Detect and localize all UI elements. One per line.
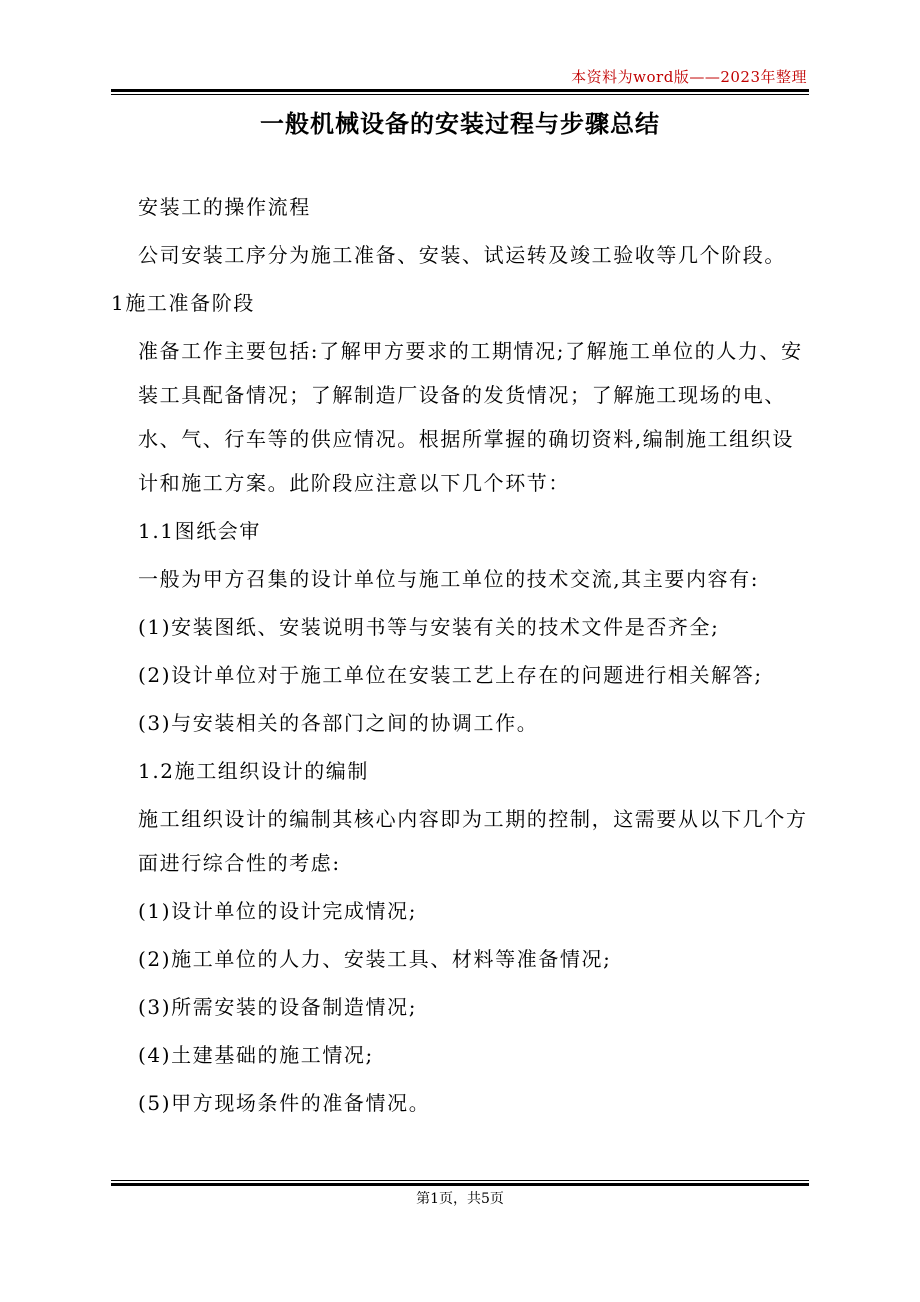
list-item: (3)所需安装的设备制造情况; [138,995,418,1019]
list-item: (5)甲方现场条件的准备情况。 [138,1091,431,1115]
section-heading-1: 1施工准备阶段 [111,291,255,315]
paragraph-intro-heading: 安装工的操作流程 [138,195,311,219]
footer-rule [111,1183,809,1186]
paragraph-stages: 公司安装工序分为施工准备、安装、试运转及竣工验收等几个阶段。 [138,243,786,267]
page-number: 第1页，共5页 [416,1191,504,1207]
list-item: (3)与安装相关的各部门之间的协调工作。 [138,711,539,735]
header-note: 本资料为word版——2023年整理 [571,68,807,86]
paragraph-drawing-review: 一般为甲方召集的设计单位与施工单位的技术交流,其主要内容有: [138,567,760,591]
paragraph-organization-design: 施工组织设计的编制其核心内容即为工期的控制，这需要从以下几个方面进行综合性的考虑: [138,807,808,875]
list-item: (1)设计单位的设计完成情况; [138,899,418,923]
list-item: (4)土建基础的施工情况; [138,1043,374,1067]
list-item: (2)设计单位对于施工单位在安装工艺上存在的问题进行相关解答; [138,663,763,687]
header-rule-secondary [111,94,809,95]
document-title: 一般机械设备的安装过程与步骤总结 [260,109,660,138]
paragraph-preparation: 准备工作主要包括:了解甲方要求的工期情况;了解施工单位的人力、安装工具配备情况；了解制造厂设备的发货情况；了解施工现场的电、水、气、行车等的供应情况。根据所掌握的确切资料,编制施工组织设计和施工方案。此阶段应注意以下几个环节： [138,339,803,495]
footer-rule-secondary [111,1180,809,1181]
header-rule [111,89,809,92]
list-item: (2)施工单位的人力、安装工具、材料等准备情况; [138,947,612,971]
document-body [111,196,815,1140]
section-heading-1-1: 1.1图纸会审 [138,519,262,543]
list-item: (1)安装图纸、安装说明书等与安装有关的技术文件是否齐全; [138,615,720,639]
section-heading-1-2: 1.2施工组织设计的编制 [138,759,370,783]
